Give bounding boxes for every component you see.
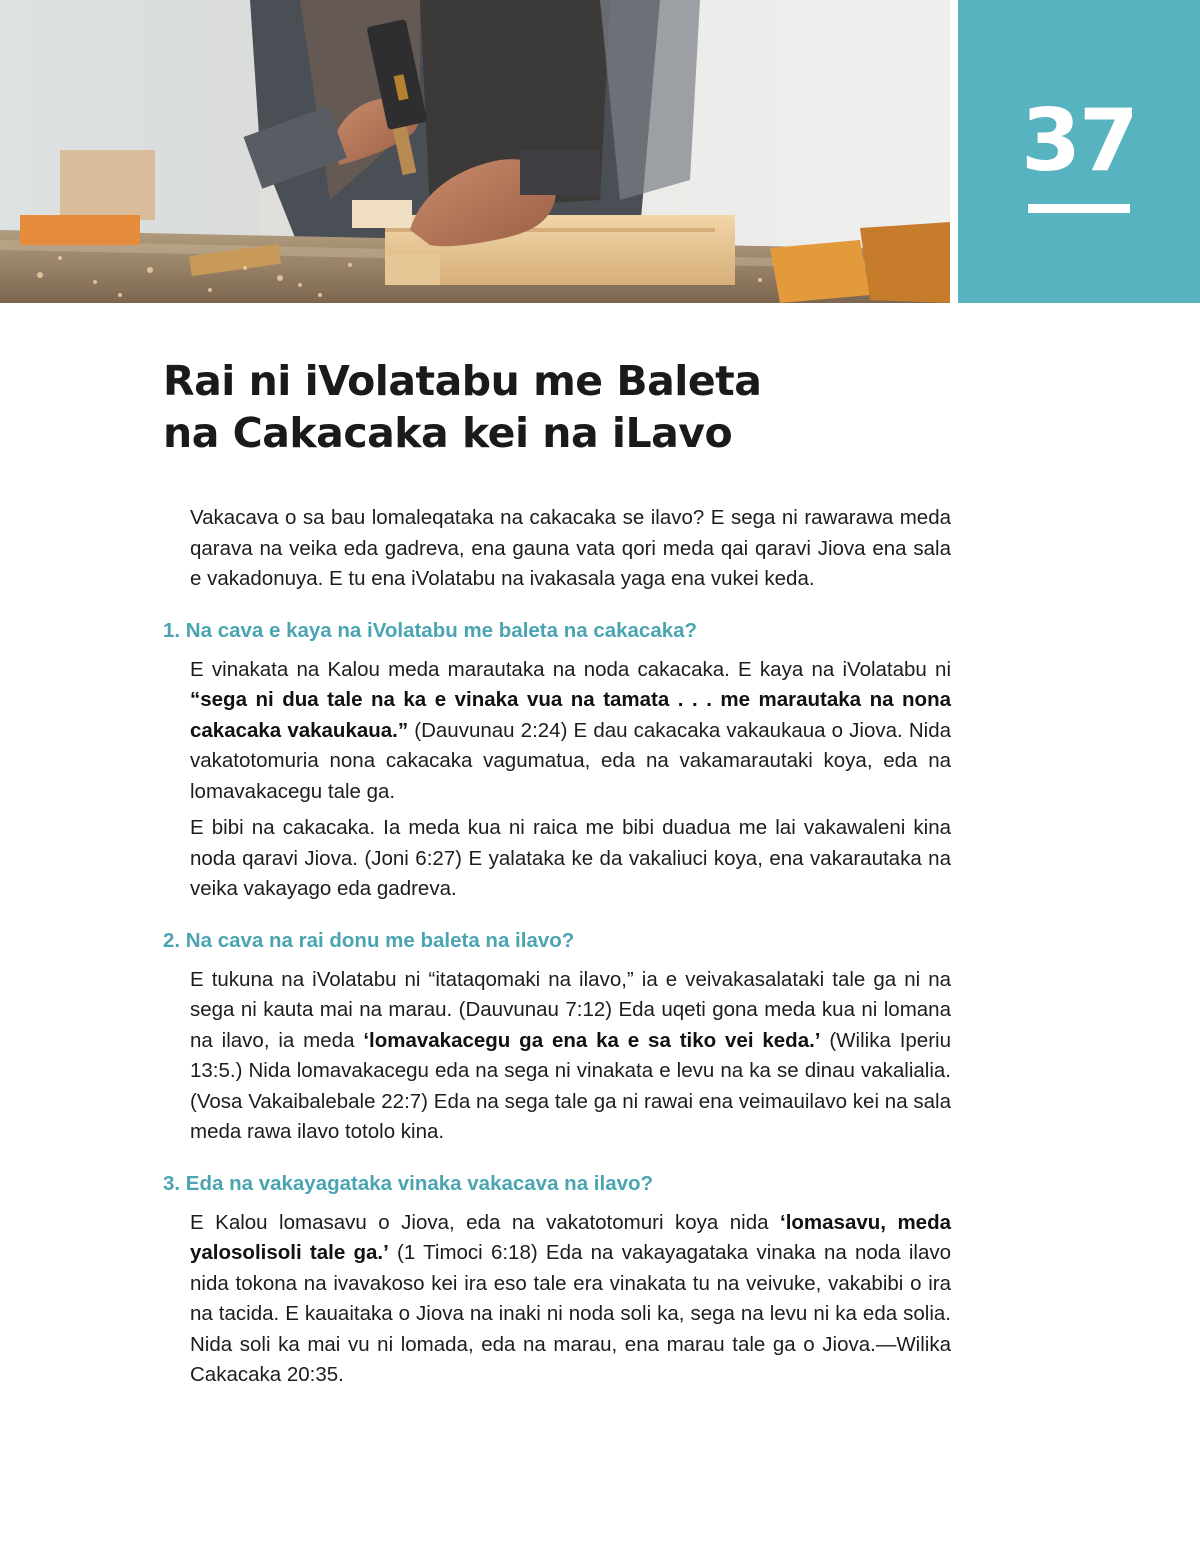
q3-p1-text-a: E Kalou lomasavu o Jiova, eda na vakatotomuri koya nida bbox=[190, 1210, 780, 1234]
q3-p1-quote: ‘lomasavu, meda yalosolisoli tale ga.’ bbox=[190, 1210, 951, 1264]
q1-p1-text-a: E vinakata na Kalou meda marautaka na noda cakacaka. E kaya na iVolatabu ni bbox=[190, 657, 951, 681]
q2-p1-text-a: E tukuna na iVolatabu ni “itataqomaki na ilavo,” ia e veivakasalataki tale ga ni na sega ni kauta mai na marau. (Dauvunau 7:12) Eda uqeti gona meda kua ni lomana na ilavo, ia meda bbox=[190, 967, 951, 1052]
question-1-paragraph-2: E bibi na cakacaka. Ia meda kua ni raica me bibi duadua me lai vakawaleni kina noda qaravi Jiova. (Joni 6:27) E yalataka ke da vakaliuci koya, ena vakarautaka na veika vakayago eda gadreva. bbox=[190, 816, 951, 900]
page-title-line-1: Rai ni iVolatabu me Baleta bbox=[163, 357, 762, 405]
lesson-number-underline bbox=[1028, 204, 1130, 213]
question-3-heading: 3. Eda na vakayagataka vinaka vakacava na ilavo? bbox=[163, 1171, 654, 1195]
question-1-heading: 1. Na cava e kaya na iVolatabu me baleta na cakacaka? bbox=[163, 618, 698, 642]
question-2-paragraph-1 bbox=[190, 965, 951, 1148]
lesson-content bbox=[163, 503, 951, 1391]
hero-photo-carpenter bbox=[0, 0, 950, 303]
page-title-line-2: na Cakacaka kei na iLavo bbox=[163, 409, 733, 457]
q1-p1-quote: “sega ni dua tale na ka e vinaka vua na tamata . . . me marautaka na nona cakacaka vakaukaua.” bbox=[190, 688, 951, 742]
q2-p1-quote: ‘lomavakacegu ga ena ka e sa tiko vei keda.’ bbox=[363, 1028, 821, 1052]
page-title bbox=[163, 355, 943, 459]
intro-paragraph: Vakacava o sa bau lomaleqataka na cakacaka se ilavo? E sega ni rawarawa meda qarava na veika eda gadreva, ena gauna vata qori meda qai qaravi Jiova ena sala e vakadonuya. E tu ena iVolatabu na ivakasala yaga ena vukei keda. bbox=[190, 506, 951, 590]
q2-p1-text-c: (Wilika Iperiu 13:5.) Nida lomavakacegu eda na sega ni vinakata e levu na ka se dinau vakalialia. (Vosa Vakaibalebale 22:7) Eda na sega tale ga ni rawai ena veimauilavo kei na sala meda rawa ilavo totolo kina. bbox=[190, 1028, 951, 1143]
question-1-paragraph-1 bbox=[190, 655, 951, 808]
carpenter-illustration bbox=[0, 0, 950, 303]
lesson-number-badge bbox=[958, 0, 1200, 303]
q3-p1-text-c: (1 Timoci 6:18) Eda na vakayagataka vinaka na noda ilavo nida tokona na ivavakoso kei ira eso tale era vinakata tu na veivuke, vakabibi o ira na tacida. E kauaitaka o Jiova na inaki ni noda soli ka, sega na levu ni ka eda solia. Nida soli ka mai vu ni lomada, eda na marau, ena marau tale ga o Jiova.—Wilika Cakacaka 20:35. bbox=[190, 1241, 951, 1386]
lesson-number: 37 bbox=[1021, 91, 1137, 191]
q1-p1-text-c: (Dauvunau 2:24) E dau cakacaka vakaukaua o Jiova. Nida vakatotomuria nona cakacaka vagumatua, eda na vakamarautaki koya, eda na lomavakacegu tale ga. bbox=[190, 718, 952, 803]
question-3-paragraph-1 bbox=[190, 1208, 951, 1391]
question-2-heading: 2. Na cava na rai donu me baleta na ilavo? bbox=[163, 928, 575, 952]
